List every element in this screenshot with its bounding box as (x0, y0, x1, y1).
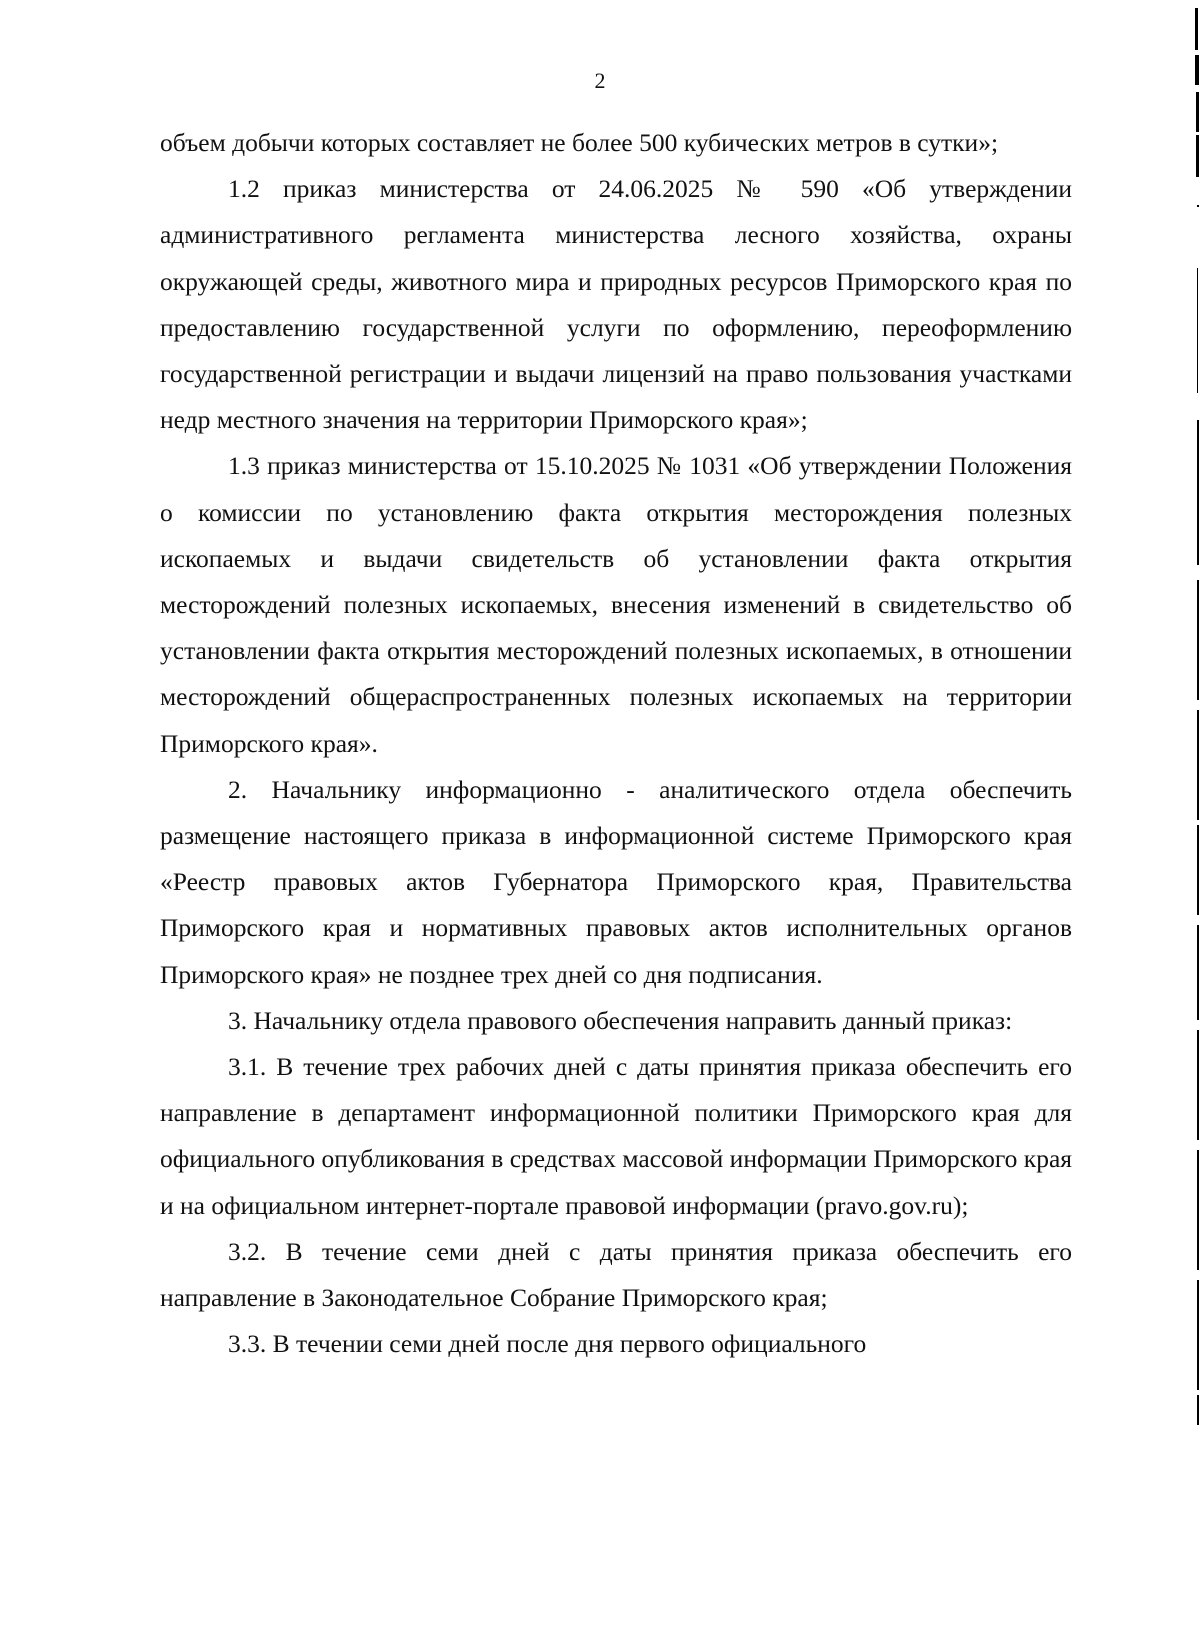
paragraph-3-3: 3.3. В течении семи дней после дня первого официального (228, 1329, 867, 1359)
paragraph-1-2: 1.2 приказ министерства от 24.06.2025 № 590 «Об утверждении административного регламента министерства лесного хозяйства, охраны окружающей среды, животного мира и природных ресурсов Приморского края по предоставлению государственной услуги по оформлению, переоформлению государственной регистрации и выдачи лицензий на право пользования участками недр местного значения на территории Приморского края»; (160, 174, 1072, 435)
scan-mark (1197, 205, 1199, 207)
scan-mark (1195, 55, 1199, 85)
scan-mark (1197, 1030, 1199, 1140)
document-body (160, 120, 1072, 1367)
scan-mark (1197, 268, 1198, 393)
scan-mark (1195, 8, 1198, 50)
paragraph-3-1: 3.1. В течение трех рабочих дней с даты принятия приказа обеспечить его направление в департамент информационной политики Приморского края для официального опубликования в средствах массовой информации Приморского края и на официальном интернет-портале правовой информации (pravo.gov.ru); (160, 1052, 1072, 1220)
scan-mark (1197, 1280, 1199, 1390)
paragraph-3-2: 3.2. В течение семи дней с даты принятия приказа обеспечить его направление в Законодательное Собрание Приморского края; (160, 1236, 1072, 1313)
paragraph-1-3: 1.3 приказ министерства от 15.10.2025 № 1031 «Об утверждении Положения о комиссии по установлению факта открытия месторождения полезных ископаемых и выдачи свидетельств об установлении факта открытия месторождений полезных ископаемых, внесения изменений в свидетельство об установлении факта открытия месторождений полезных ископаемых, в отношении месторождений общераспространенных полезных ископаемых на территории Приморского края». (160, 451, 1072, 758)
scan-mark (1197, 925, 1199, 1020)
scan-mark (1197, 710, 1199, 820)
scan-mark (1196, 135, 1199, 177)
scan-mark (1197, 420, 1199, 565)
scan-mark (1197, 825, 1199, 915)
paragraph-2: 2. Начальнику информационно - аналитического отдела обеспечить размещение настоящего приказа в информационной системе Приморского края «Реестр правовых актов Губернатора Приморского края, Правительства Приморского края и нормативных правовых актов исполнительных органов Приморского края» не позднее трех дней со дня подписания. (160, 774, 1072, 989)
paragraph-continuation: объем добычи которых составляет не более 500 кубических метров в сутки»; (160, 128, 999, 157)
scan-mark (1197, 1150, 1199, 1270)
page-number: 2 (594, 68, 606, 93)
scan-mark (1197, 580, 1199, 700)
scan-edge-marks (1186, 0, 1200, 1650)
scan-mark (1197, 1395, 1199, 1425)
paragraph-3: 3. Начальнику отдела правового обеспечения направить данный приказ: (228, 1005, 1013, 1035)
scan-mark (1196, 92, 1199, 132)
